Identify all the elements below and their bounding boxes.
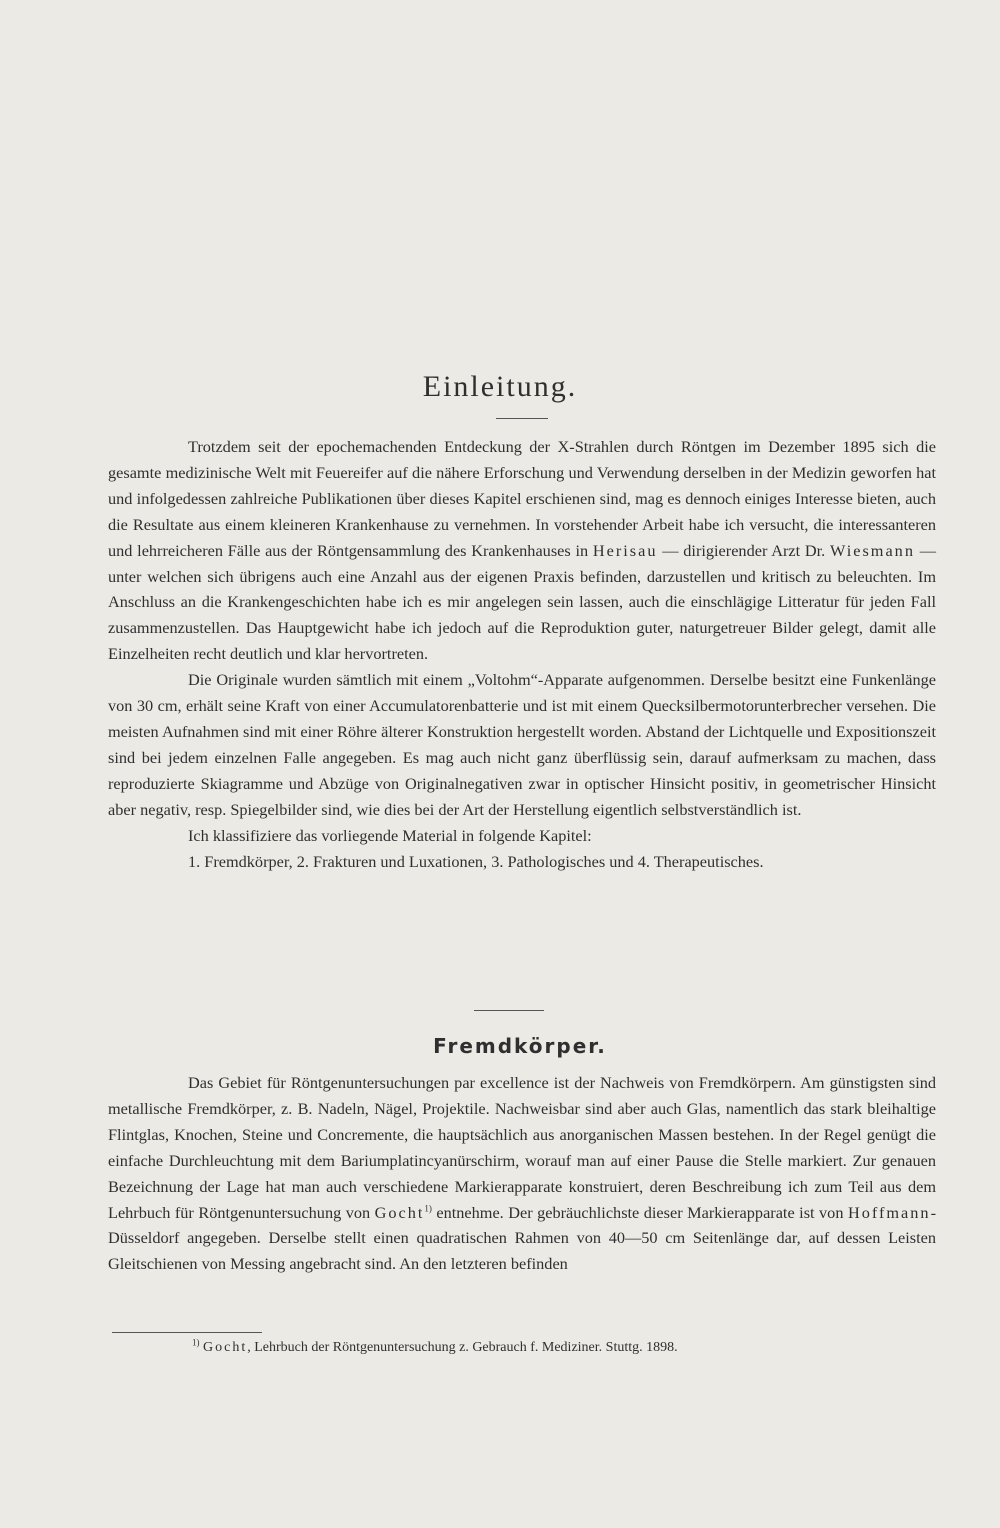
intro-p1-text-b: — dirigierender Arzt Dr. bbox=[657, 540, 830, 560]
footnote bbox=[192, 1337, 952, 1356]
section-title: Fremdkörper. bbox=[433, 1034, 607, 1058]
doctor-name: Wiesmann bbox=[829, 540, 915, 560]
place-name: Herisau bbox=[592, 540, 658, 560]
author-name: Gocht bbox=[374, 1202, 425, 1222]
footnote-mark: 1) bbox=[192, 1337, 200, 1348]
intro-p1-text-c: — unter welchen sich übrigens auch eine Anzahl aus der eigenen Praxis befinden, darzustellen und kritisch zu beleuchten. Im Anschluss an die Krankengeschichten habe ich es mir angelegen sein lassen, auch die einschlägige Litteratur für jeden Fall zusammenzustellen. Das Hauptgewicht habe ich jedoch auf die Reproduktion guter, naturgetreuer Bilder gelegt, damit alle Einzelheiten recht deutlich und klar hervortreten. bbox=[108, 540, 936, 664]
section-divider bbox=[474, 1010, 544, 1011]
section-p1-text-c: -Düsseldorf angegeben. Derselbe stellt einen quadratischen Rahmen von 40—50 cm Seitenlänge dar, auf dessen Leisten Gleitschienen von Messing angebracht sind. An den letzteren befinden bbox=[108, 1202, 936, 1274]
footnote-reference: 1) bbox=[424, 1203, 432, 1214]
intro-section bbox=[108, 434, 936, 874]
footnote-text: , Lehrbuch der Röntgenuntersuchung z. Gebrauch f. Mediziner. Stuttg. 1898. bbox=[247, 1340, 678, 1355]
footnote-divider bbox=[112, 1332, 262, 1333]
chapter-list: 1. Fremdkörper, 2. Frakturen und Luxationen, 3. Pathologisches und 4. Therapeutisches. bbox=[188, 851, 764, 871]
section-body bbox=[108, 1070, 936, 1277]
intro-p1-text-a: Trotzdem seit der epochemachenden Entdeckung der X-Strahlen durch Röntgen im Dezember 1895 sich die gesamte medizinische Welt mit Feuereifer auf die nähere Erforschung und Verwendung derselben in der Medizin geworfen hat und infolgedessen zahlreiche Publikationen über dieses Kapitel erschienen sind, mag es dennoch einiges Interesse bieten, auch die Resultate aus einem kleineren Krankenhause zu vernehmen. In vorstehender Arbeit habe ich versucht, die interessanteren und lehrreicheren Fälle aus der Röntgensammlung des Krankenhauses in bbox=[108, 437, 936, 560]
intro-paragraph-1 bbox=[108, 434, 936, 667]
intro-paragraph-2: Die Originale wurden sämtlich mit einem „Voltohm“-Apparate aufgenommen. Derselbe besitzt eine Funkenlänge von 30 cm, erhält seine Kraft von einer Accumulatorenbatterie und ist mit einem Quecksilbermotorunterbrecher versehen. Die meisten Aufnahmen sind mit einer Röhre älterer Konstruktion hergestellt worden. Abstand der Lichtquelle und Expositionszeit sind bei jedem einzelnen Falle angegeben. Es mag auch nicht ganz überflüssig sein, darauf aufmerksam zu machen, dass reproduzierte Skiagramme und Abzüge von Originalnegativen zwar in optischer Hinsicht positiv, in geometrischer Hinsicht aber negativ, resp. Spiegelbilder sind, wie dies bei der Art der Herstellung eigentlich selbstverständlich ist. bbox=[108, 670, 936, 819]
chapter-title: Einleitung. bbox=[422, 370, 578, 403]
intro-paragraph-3: Ich klassifiziere das vorliegende Material in folgende Kapitel: bbox=[188, 825, 592, 845]
footnote-author: Gocht bbox=[203, 1340, 248, 1355]
section-p1-text-a: Das Gebiet für Röntgenuntersuchungen par excellence ist der Nachweis von Fremdkörpern. Am günstigsten sind metallische Fremdkörper, z. B. Nadeln, Nägel, Projektile. Nachweisbar sind aber auch Glas, namentlich das stark bleihaltige Flintglas, Knochen, Steine und Concremente, die hauptsächlich aus anorganischen Massen bestehen. In der Regel genügt die einfache Durchleuchtung mit dem Bariumplatincyanürschirm, worauf man auf einer Pause die Stelle markiert. Zur genauen Bezeichnung der Lage hat man auch verschiedene Markierapparate konstruiert, deren Beschreibung ich zum Teil aus dem Lehrbuch für Röntgenuntersuchung von bbox=[108, 1073, 936, 1222]
section-paragraph-1 bbox=[108, 1070, 936, 1277]
title-divider bbox=[496, 418, 548, 419]
section-p1-text-b: entnehme. Der gebräuchlichste dieser Markierapparate ist von bbox=[431, 1202, 848, 1222]
inventor-name: Hoffmann bbox=[847, 1202, 931, 1222]
